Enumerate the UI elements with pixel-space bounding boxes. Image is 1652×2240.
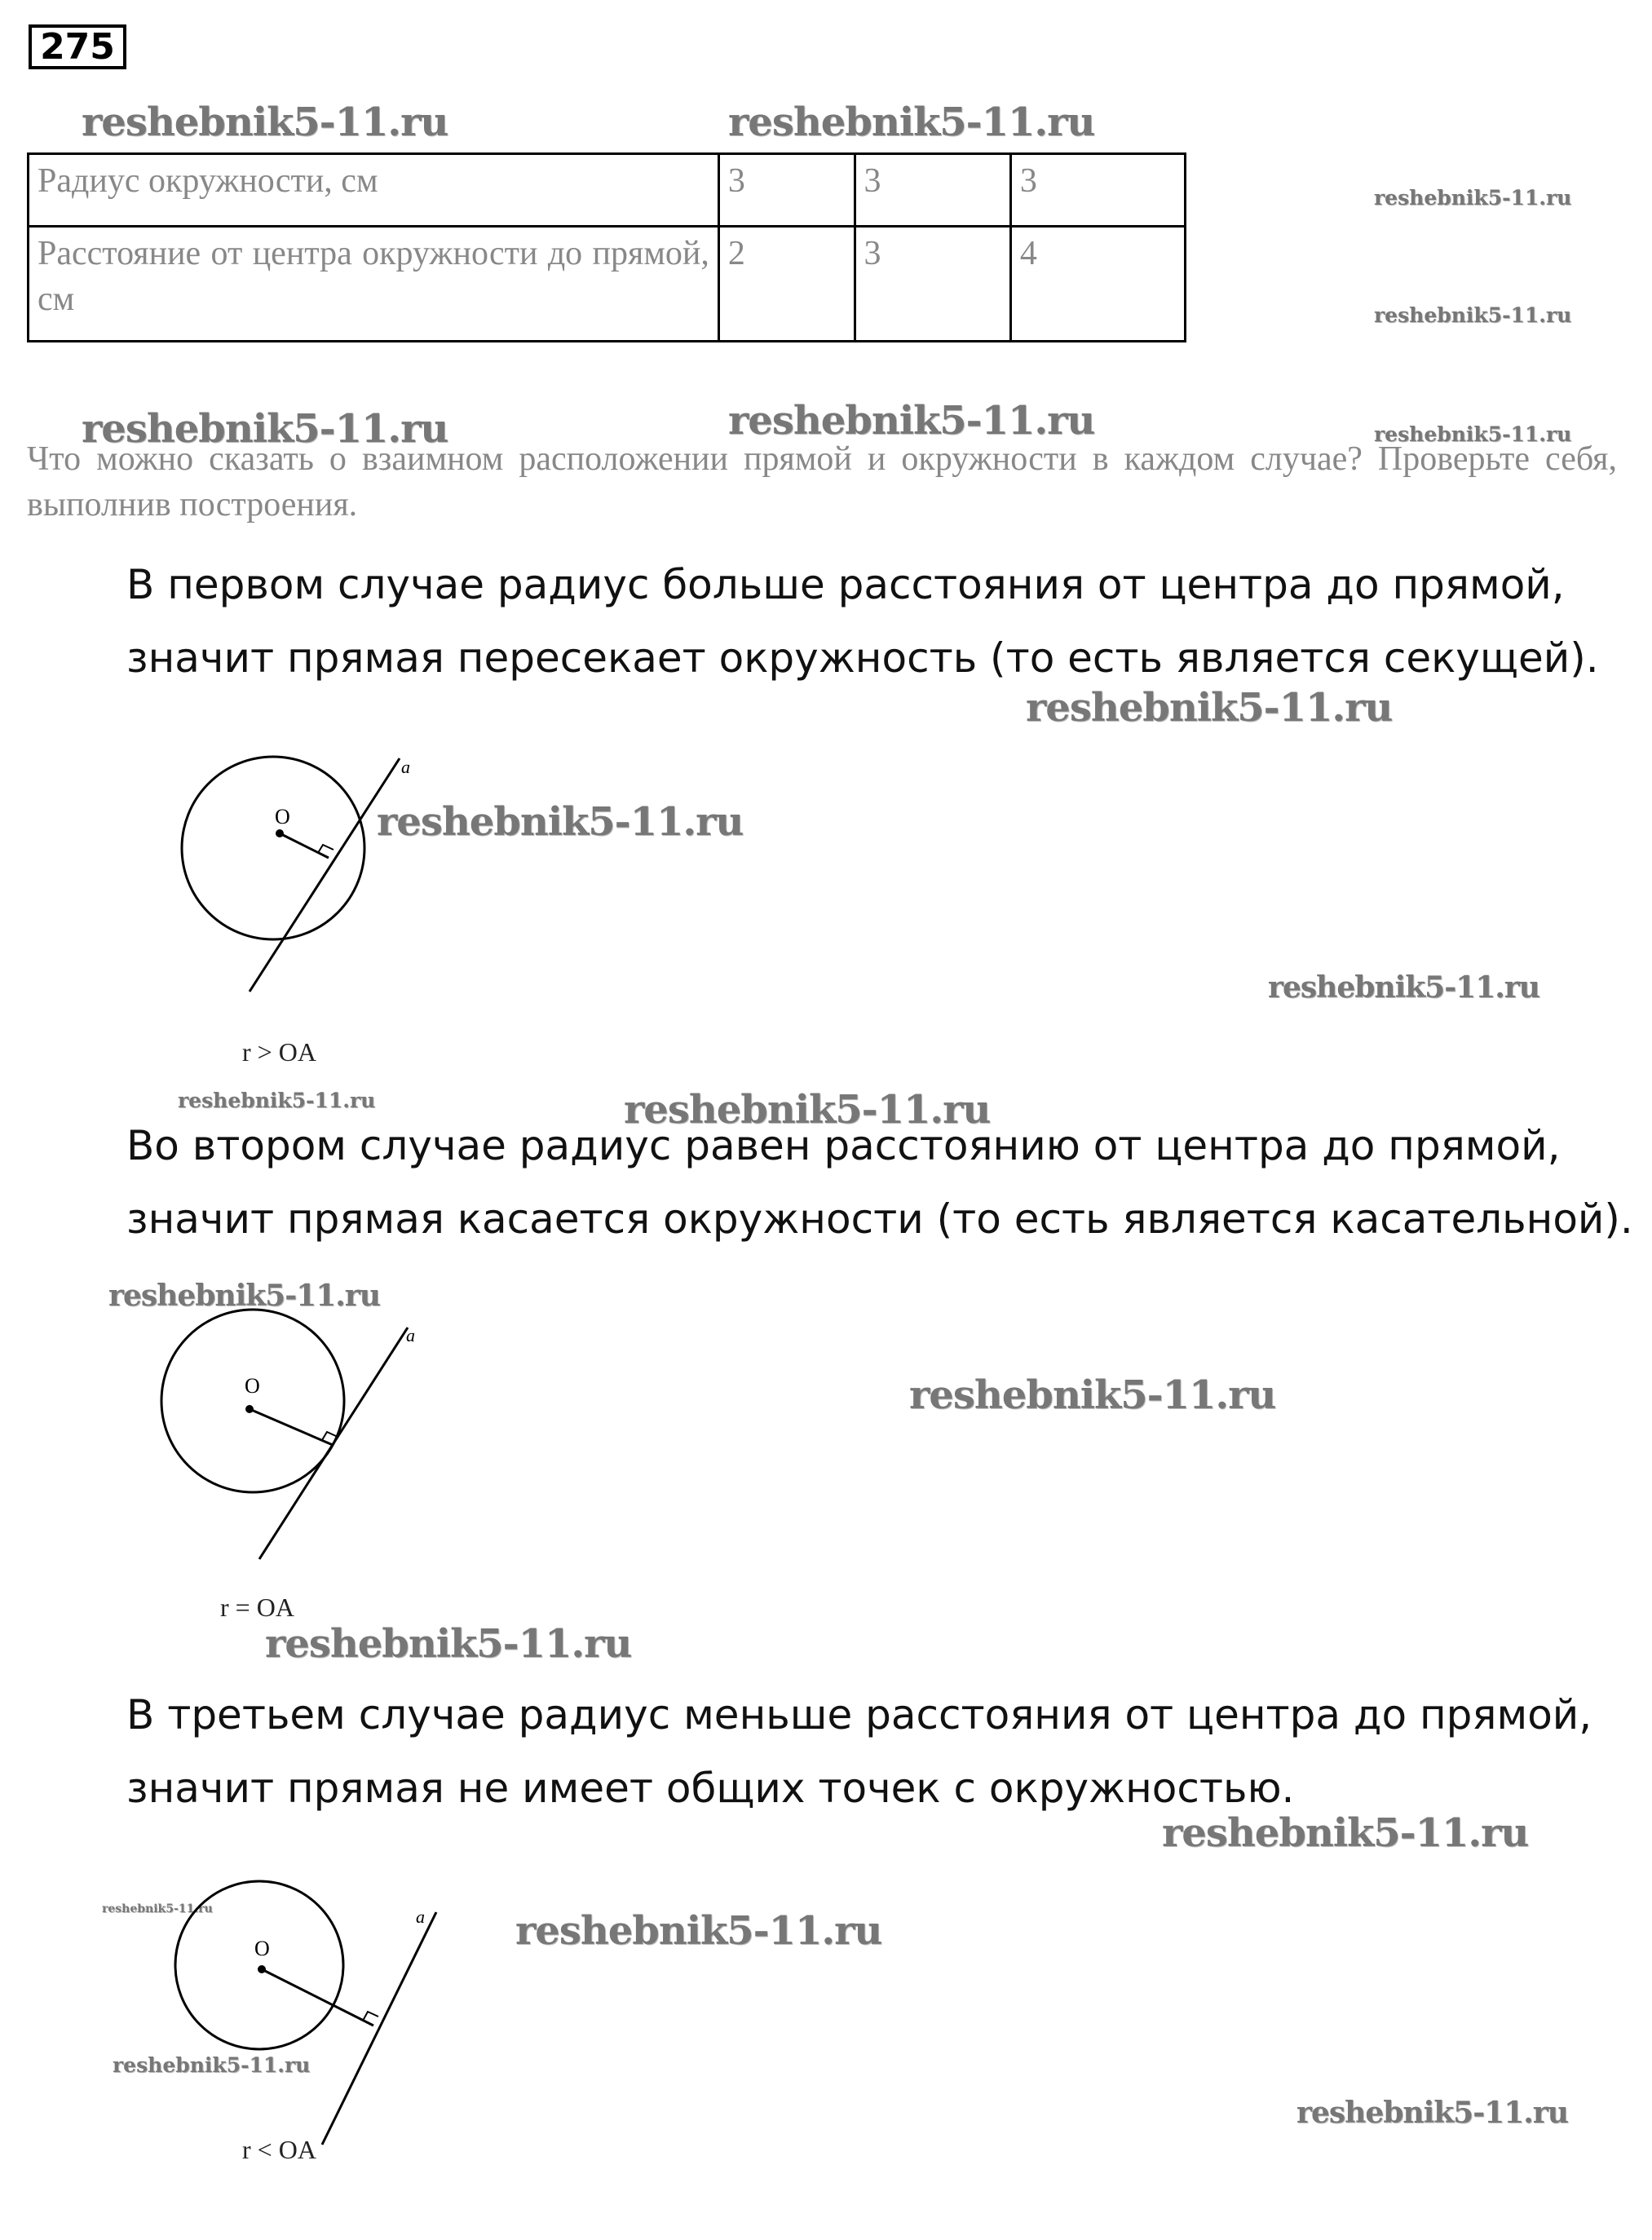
figure-no-intersection bbox=[179, 1876, 457, 2153]
perpendicular-segment bbox=[262, 1969, 373, 2026]
line-label: a bbox=[401, 757, 410, 777]
answer-line: значит прямая не имеет общих точек с окружностью. bbox=[126, 1765, 1295, 1812]
table-cell: 3 bbox=[855, 154, 1010, 227]
center-label: O bbox=[275, 805, 290, 828]
watermark: reshebnik5-11.ru bbox=[82, 99, 448, 145]
line-a bbox=[259, 1328, 408, 1559]
line-a bbox=[250, 758, 400, 992]
watermark: reshebnik5-11.ru bbox=[108, 1279, 380, 1313]
table-cell: 4 bbox=[1010, 227, 1185, 342]
circle bbox=[182, 757, 364, 939]
watermark: reshebnik5-11.ru bbox=[265, 1621, 632, 1667]
line-label: a bbox=[416, 1906, 425, 1927]
condition-label: r = OA bbox=[220, 1593, 294, 1622]
watermark: reshebnik5-11.ru bbox=[728, 99, 1095, 145]
perpendicular-segment bbox=[280, 833, 329, 858]
figure-tangent bbox=[147, 1305, 440, 1574]
table-row bbox=[29, 227, 1186, 342]
watermark: reshebnik5-11.ru bbox=[178, 1089, 376, 1112]
condition-label: r < OA bbox=[242, 2135, 316, 2164]
watermark: reshebnik5-11.ru bbox=[1162, 1810, 1529, 1856]
watermark: reshebnik5-11.ru bbox=[1268, 970, 1539, 1005]
watermark: reshebnik5-11.ru bbox=[624, 1087, 991, 1133]
answer-line: В третьем случае радиус меньше расстояния от центра до прямой, bbox=[126, 1691, 1592, 1739]
center-label: O bbox=[254, 1937, 270, 1960]
question-text: Что можно сказать о взаимном расположении прямой и окружности в каждом случае? Проверьте себя, выполнив построения. bbox=[27, 440, 1617, 524]
table-cell: 3 bbox=[855, 227, 1010, 342]
figure-secant bbox=[163, 734, 440, 1011]
circle bbox=[161, 1310, 344, 1492]
watermark: reshebnik5-11.ru bbox=[1374, 186, 1572, 210]
answer-case-3 bbox=[126, 1678, 1643, 1825]
watermark: reshebnik5-11.ru bbox=[1374, 303, 1572, 327]
circle bbox=[175, 1881, 343, 2049]
watermark: reshebnik5-11.ru bbox=[102, 1902, 213, 1915]
watermark: reshebnik5-11.ru bbox=[82, 406, 448, 452]
answer-line: значит прямая касается окружности (то есть является касательной). bbox=[126, 1195, 1633, 1243]
right-angle-mark bbox=[363, 2012, 378, 2021]
table-cell: 2 bbox=[718, 227, 855, 342]
line-a bbox=[322, 1912, 436, 2145]
watermark: reshebnik5-11.ru bbox=[1296, 2096, 1568, 2130]
watermark: reshebnik5-11.ru bbox=[1374, 422, 1572, 446]
table-cell-label: Радиус окружности, см bbox=[29, 154, 719, 227]
answer-case-2 bbox=[126, 1109, 1643, 1256]
table-cell-label: Расстояние от центра окружности до прямой, см bbox=[29, 227, 719, 342]
answer-case-1 bbox=[126, 548, 1643, 695]
watermark: reshebnik5-11.ru bbox=[113, 2053, 311, 2077]
watermark: reshebnik5-11.ru bbox=[909, 1372, 1276, 1418]
task-number: 275 bbox=[29, 24, 126, 69]
answer-line: значит прямая пересекает окружность (то есть является секущей). bbox=[126, 634, 1599, 682]
condition-label: r > OA bbox=[242, 1037, 316, 1067]
table-row bbox=[29, 154, 1186, 227]
watermark: reshebnik5-11.ru bbox=[377, 799, 744, 845]
answer-line: Во втором случае радиус равен расстоянию от центра до прямой, bbox=[126, 1122, 1561, 1169]
answer-line: В первом случае радиус больше расстояния от центра до прямой, bbox=[126, 561, 1565, 608]
table-cell: 3 bbox=[1010, 154, 1185, 227]
table-cell: 3 bbox=[718, 154, 855, 227]
watermark: reshebnik5-11.ru bbox=[515, 1908, 882, 1954]
center-label: O bbox=[245, 1374, 260, 1398]
watermark: reshebnik5-11.ru bbox=[728, 398, 1095, 444]
right-angle-mark bbox=[318, 845, 333, 853]
line-label: a bbox=[406, 1325, 415, 1345]
perpendicular-segment bbox=[250, 1409, 333, 1445]
watermark: reshebnik5-11.ru bbox=[1026, 685, 1393, 731]
data-table bbox=[27, 152, 1186, 342]
